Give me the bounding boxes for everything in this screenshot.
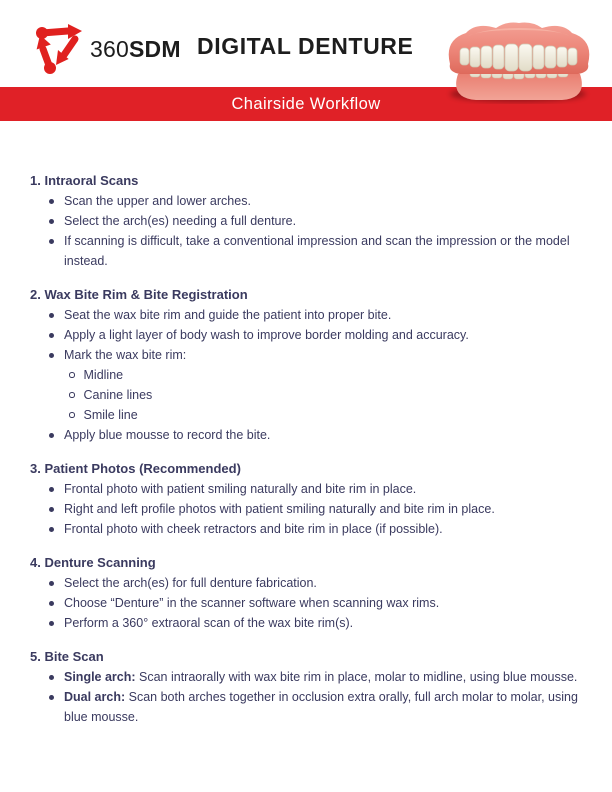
workflow-section [30, 459, 580, 539]
page-title: DIGITAL DENTURE [197, 33, 414, 59]
sub-list-item-text: Midline [83, 368, 124, 382]
list-item-bold-label: Single arch: [64, 670, 136, 684]
logo-text-sdm: SDM [128, 35, 181, 62]
bullet-icon [49, 313, 54, 318]
list-item [30, 479, 580, 499]
list-item-text: Single arch: Scan intraorally with wax bite rim in place, molar to midline, using blue mousse. [64, 670, 578, 684]
workflow-section [30, 553, 580, 633]
bullet-icon [49, 507, 54, 512]
workflow-section [30, 285, 580, 445]
list-item-bold-label: Dual arch: [64, 690, 126, 704]
bullet-list [30, 191, 580, 271]
bullet-list [30, 305, 580, 445]
logo-wordmark [90, 36, 181, 63]
list-item [30, 211, 580, 231]
bullet-list [30, 573, 580, 633]
list-item [30, 573, 580, 593]
bullet-icon [49, 219, 54, 224]
company-logo [30, 20, 181, 78]
section-heading: 5. Bite Scan [30, 649, 104, 664]
bullet-list [30, 479, 580, 539]
list-item [30, 191, 580, 211]
section-heading: 1. Intraoral Scans [30, 173, 139, 188]
sub-list-item [30, 405, 580, 425]
list-item [30, 667, 580, 687]
sub-list-item [30, 385, 580, 405]
section-heading: 2. Wax Bite Rim & Bite Registration [30, 287, 248, 302]
cycle-arrows-triangle-icon [30, 21, 86, 77]
hollow-bullet-icon [69, 392, 75, 398]
list-item-text: Seat the wax bite rim and guide the patient into proper bite. [64, 308, 392, 322]
hollow-bullet-icon [69, 412, 75, 418]
list-item-text: Frontal photo with patient smiling naturally and bite rim in place. [64, 482, 417, 496]
sub-list-item-text: Canine lines [83, 388, 153, 402]
logo-text-360: 360 [90, 35, 129, 62]
bullet-icon [49, 581, 54, 586]
list-item-text: If scanning is difficult, take a conventional impression and scan the impression or the model instead. [64, 234, 570, 268]
list-item [30, 305, 580, 325]
workflow-section [30, 647, 580, 727]
list-item-text: Perform a 360° extraoral scan of the wax bite rim(s). [64, 616, 354, 630]
workflow-section [30, 171, 580, 271]
bullet-icon [49, 527, 54, 532]
bullet-icon [49, 433, 54, 438]
bullet-icon [49, 675, 54, 680]
workflow-content [0, 121, 612, 727]
list-item [30, 325, 580, 345]
bullet-icon [49, 695, 54, 700]
bullet-icon [49, 353, 54, 358]
section-heading: 4. Denture Scanning [30, 555, 156, 570]
list-item [30, 593, 580, 613]
list-item-text: Scan the upper and lower arches. [64, 194, 251, 208]
list-item-text: Select the arch(es) needing a full denture. [64, 214, 297, 228]
section-heading: 3. Patient Photos (Recommended) [30, 461, 241, 476]
bullet-icon [49, 601, 54, 606]
list-item [30, 231, 580, 271]
list-item-text: Mark the wax bite rim: [64, 348, 187, 362]
list-item [30, 425, 580, 445]
bullet-icon [49, 239, 54, 244]
bullet-icon [49, 487, 54, 492]
sub-list-item [30, 365, 580, 385]
list-item-text: Dual arch: Scan both arches together in occlusion extra orally, full arch molar to molar, using blue mousse. [64, 690, 578, 724]
list-item [30, 499, 580, 519]
sub-list-item-text: Smile line [83, 408, 138, 422]
list-item-text: Frontal photo with cheek retractors and bite rim in place (if possible). [64, 522, 443, 536]
list-item-text: Select the arch(es) for full denture fabrication. [64, 576, 317, 590]
banner-label: Chairside Workflow [231, 94, 381, 113]
bullet-icon [49, 333, 54, 338]
list-item-text: Apply a light layer of body wash to improve border molding and accuracy. [64, 328, 469, 342]
list-item [30, 613, 580, 633]
bullet-icon [49, 621, 54, 626]
list-item-text: Right and left profile photos with patient smiling naturally and bite rim in place. [64, 502, 495, 516]
list-item-text: Apply blue mousse to record the bite. [64, 428, 271, 442]
bullet-list [30, 667, 580, 727]
bullet-icon [49, 199, 54, 204]
hollow-bullet-icon [69, 372, 75, 378]
denture-photo [438, 20, 600, 104]
list-item-text: Choose “Denture” in the scanner software when scanning wax rims. [64, 596, 440, 610]
list-item [30, 519, 580, 539]
list-item [30, 687, 580, 727]
list-item [30, 345, 580, 365]
